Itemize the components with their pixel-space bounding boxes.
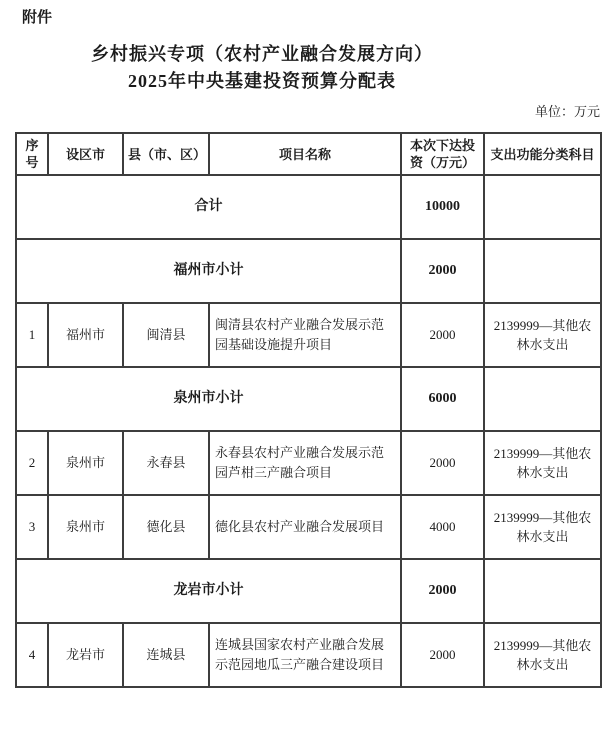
table-row-4 bbox=[16, 623, 601, 687]
cell-project-name: 德化县农村产业融合发展项目 bbox=[209, 495, 401, 559]
total-label: 合计 bbox=[16, 175, 401, 239]
subtotal-subject bbox=[484, 239, 601, 303]
cell-investment: 4000 bbox=[401, 495, 484, 559]
total-row bbox=[16, 175, 601, 239]
subtotal-label: 福州市小计 bbox=[16, 239, 401, 303]
cell-project-name: 连城县国家农村产业融合发展示范园地瓜三产融合建设项目 bbox=[209, 623, 401, 687]
cell-subject: 2139999—其他农林水支出 bbox=[484, 623, 601, 687]
cell-county: 连城县 bbox=[123, 623, 209, 687]
subtotal-subject bbox=[484, 367, 601, 431]
cell-project-name: 永春县农村产业融合发展示范园芦柑三产融合项目 bbox=[209, 431, 401, 495]
cell-project-name: 闽清县农村产业融合发展示范园基础设施提升项目 bbox=[209, 303, 401, 367]
total-investment: 10000 bbox=[401, 175, 484, 239]
cell-investment: 2000 bbox=[401, 431, 484, 495]
title-line-1: 乡村振兴专项（农村产业融合发展方向） bbox=[91, 44, 433, 64]
cell-index: 2 bbox=[16, 431, 48, 495]
cell-city: 泉州市 bbox=[48, 495, 123, 559]
document-title bbox=[0, 41, 524, 95]
col-header-expenditure-subject: 支出功能分类科目 bbox=[484, 133, 601, 175]
cell-subject: 2139999—其他农林水支出 bbox=[484, 303, 601, 367]
subtotal-investment: 2000 bbox=[401, 559, 484, 623]
col-header-county: 县（市、区） bbox=[123, 133, 209, 175]
table-header-row bbox=[16, 133, 601, 175]
col-header-project-name: 项目名称 bbox=[209, 133, 401, 175]
cell-index: 1 bbox=[16, 303, 48, 367]
cell-county: 永春县 bbox=[123, 431, 209, 495]
subtotal-label: 龙岩市小计 bbox=[16, 559, 401, 623]
subtotal-row-quanzhou bbox=[16, 367, 601, 431]
subtotal-label: 泉州市小计 bbox=[16, 367, 401, 431]
cell-investment: 2000 bbox=[401, 623, 484, 687]
allocation-table bbox=[15, 132, 602, 688]
subtotal-investment: 6000 bbox=[401, 367, 484, 431]
cell-county: 德化县 bbox=[123, 495, 209, 559]
total-subject bbox=[484, 175, 601, 239]
subtotal-row-longyan bbox=[16, 559, 601, 623]
table-row-3 bbox=[16, 495, 601, 559]
subtotal-investment: 2000 bbox=[401, 239, 484, 303]
cell-city: 泉州市 bbox=[48, 431, 123, 495]
cell-index: 4 bbox=[16, 623, 48, 687]
table-row-1 bbox=[16, 303, 601, 367]
col-header-city: 设区市 bbox=[48, 133, 123, 175]
table-row-2 bbox=[16, 431, 601, 495]
cell-county: 闽清县 bbox=[123, 303, 209, 367]
cell-subject: 2139999—其他农林水支出 bbox=[484, 495, 601, 559]
cell-index: 3 bbox=[16, 495, 48, 559]
subtotal-subject bbox=[484, 559, 601, 623]
unit-note: 单位：万元 bbox=[534, 104, 600, 119]
cell-city: 龙岩市 bbox=[48, 623, 123, 687]
cell-investment: 2000 bbox=[401, 303, 484, 367]
cell-subject: 2139999—其他农林水支出 bbox=[484, 431, 601, 495]
subtotal-row-fuzhou bbox=[16, 239, 601, 303]
title-line-2: 2025年中央基建投资预算分配表 bbox=[128, 71, 396, 91]
col-header-index: 序号 bbox=[16, 133, 48, 175]
cell-city: 福州市 bbox=[48, 303, 123, 367]
col-header-investment: 本次下达投资（万元） bbox=[401, 133, 484, 175]
attachment-label: 附件 bbox=[22, 9, 53, 26]
